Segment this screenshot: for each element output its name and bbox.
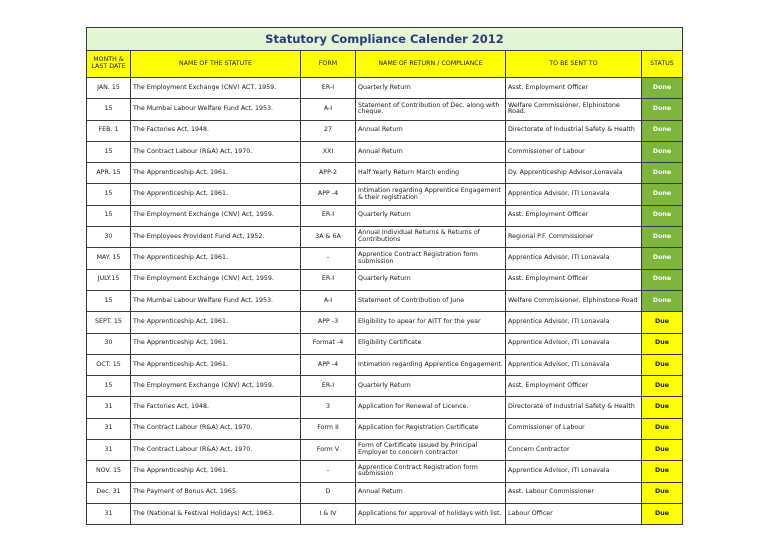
statute-cell: The Employees Provident Fund Act, 1952. [131, 227, 301, 248]
statute-cell: The Employment Exchange (CNV) Act, 1959. [131, 205, 301, 226]
statute-cell: The Apprenticeship Act, 1961. [131, 333, 301, 354]
return-cell: Application for Renewal of Licence. [356, 397, 506, 418]
form-cell: APP -3 [301, 312, 356, 333]
date-cell: 15 [87, 141, 131, 162]
status-badge: Done [642, 269, 683, 290]
sent-to-cell: Welfare Commissioner, Elphinstone Road. [506, 99, 642, 120]
table-row [87, 418, 683, 439]
status-badge: Due [642, 418, 683, 439]
statute-cell: The Mumbai Labour Welfare Fund Act, 1953. [131, 290, 301, 311]
date-cell: 15 [87, 376, 131, 397]
form-cell: - [301, 248, 356, 269]
table-row [87, 312, 683, 333]
form-cell: D [301, 482, 356, 503]
form-cell: ER-I [301, 269, 356, 290]
header-return: NAME OF RETURN / COMPLIANCE [356, 51, 506, 78]
status-badge: Due [642, 397, 683, 418]
statute-cell: The Apprenticeship Act, 1961. [131, 461, 301, 482]
sent-to-cell: Directorate of Industrial Safety & Health [506, 120, 642, 141]
return-cell: Quarterly Return [356, 78, 506, 99]
statute-cell: The Employment Exchange (CNV) ACT, 1959. [131, 78, 301, 99]
date-cell: 15 [87, 205, 131, 226]
return-cell: Applications for approval of holidays with list. [356, 503, 506, 524]
status-badge: Done [642, 290, 683, 311]
statute-cell: The Factories Act, 1948. [131, 120, 301, 141]
statute-cell: The Apprenticeship Act, 1961. [131, 184, 301, 205]
compliance-table [86, 27, 683, 525]
form-cell: - [301, 461, 356, 482]
date-cell: 31 [87, 503, 131, 524]
statute-cell: The Contract Labour (R&A) Act, 1970. [131, 440, 301, 461]
status-badge: Due [642, 440, 683, 461]
statute-cell: The Apprenticeship Act, 1961. [131, 354, 301, 375]
sent-to-cell: Apprentice Advisor, ITI Lonavala [506, 312, 642, 333]
status-badge: Done [642, 163, 683, 184]
return-cell: Quarterly Return [356, 269, 506, 290]
sent-to-cell: Concern Contractor [506, 440, 642, 461]
date-cell: JULY.15 [87, 269, 131, 290]
page-title: Statutory Compliance Calender 2012 [87, 28, 683, 51]
return-cell: Quarterly Return [356, 376, 506, 397]
header-statute: NAME OF THE STATUTE [131, 51, 301, 78]
date-cell: JAN. 15 [87, 78, 131, 99]
table-row [87, 376, 683, 397]
form-cell: Form II [301, 418, 356, 439]
sent-to-cell: Dy. Apprenticeship Advisor,Lonavala [506, 163, 642, 184]
return-cell: Apprentice Contract Registration form submission [356, 461, 506, 482]
sent-to-cell: Asst. Labour Commissioner [506, 482, 642, 503]
statute-cell: The Contract Labour (R&A) Act, 1970. [131, 141, 301, 162]
sent-to-cell: Asst. Employment Officer [506, 205, 642, 226]
return-cell: Eligibility to apear for AITT for the year [356, 312, 506, 333]
status-badge: Done [642, 99, 683, 120]
status-badge: Due [642, 376, 683, 397]
header-sent-to: TO BE SENT TO [506, 51, 642, 78]
sent-to-cell: Labour Officer [506, 503, 642, 524]
date-cell: FEB. 1 [87, 120, 131, 141]
sent-to-cell: Welfare Commissioner, Elphinstone Road [506, 290, 642, 311]
date-cell: NOV. 15 [87, 461, 131, 482]
sent-to-cell: Asst. Employment Officer [506, 376, 642, 397]
date-cell: 31 [87, 397, 131, 418]
statute-cell: The Employment Exchange (CNV) Act, 1959. [131, 376, 301, 397]
form-cell: 27 [301, 120, 356, 141]
form-cell: Form V [301, 440, 356, 461]
return-cell: Annual Return [356, 120, 506, 141]
status-badge: Done [642, 205, 683, 226]
statute-cell: The (National & Festival Holidays) Act, 1963. [131, 503, 301, 524]
date-cell: APR. 15 [87, 163, 131, 184]
form-cell: 3 [301, 397, 356, 418]
sent-to-cell: Asst. Employment Officer [506, 269, 642, 290]
date-cell: 15 [87, 184, 131, 205]
status-badge: Due [642, 333, 683, 354]
table-row [87, 78, 683, 99]
table-row [87, 120, 683, 141]
table-row [87, 184, 683, 205]
return-cell: Annual Return [356, 482, 506, 503]
table-row [87, 248, 683, 269]
date-cell: 30 [87, 227, 131, 248]
header-status: STATUS [642, 51, 683, 78]
table-row [87, 205, 683, 226]
sent-to-cell: Apprentice Advisor, ITI Lonavala [506, 461, 642, 482]
header-date: MONTH & LAST DATE [87, 51, 131, 78]
status-badge: Done [642, 248, 683, 269]
return-cell: Intimation regarding Apprentice Engagement. [356, 354, 506, 375]
sent-to-cell: Apprentice Advisor, ITI Lonavala [506, 248, 642, 269]
table-row [87, 141, 683, 162]
statute-cell: The Factories Act, 1948. [131, 397, 301, 418]
form-cell: 3A & 6A [301, 227, 356, 248]
form-cell: XXI [301, 141, 356, 162]
status-badge: Done [642, 78, 683, 99]
status-badge: Due [642, 312, 683, 333]
statute-cell: The Mumbai Labour Welfare Fund Act, 1953. [131, 99, 301, 120]
table-row [87, 503, 683, 524]
form-cell: APP-2 [301, 163, 356, 184]
table-row [87, 461, 683, 482]
header-row [87, 51, 683, 78]
status-badge: Due [642, 461, 683, 482]
table-row [87, 290, 683, 311]
date-cell: 31 [87, 440, 131, 461]
table-row [87, 440, 683, 461]
return-cell: Intimation regarding Apprentice Engagement & their registration [356, 184, 506, 205]
statute-cell: The Employment Exchange (CNV) Act, 1959. [131, 269, 301, 290]
status-badge: Due [642, 354, 683, 375]
return-cell: Annual Individual Returns & Returns of Contributions [356, 227, 506, 248]
sent-to-cell: Commissioner of Labour [506, 141, 642, 162]
form-cell: APP -4 [301, 354, 356, 375]
sent-to-cell: Regional P.F. Commissioner [506, 227, 642, 248]
form-cell: APP -4 [301, 184, 356, 205]
return-cell: Annual Return [356, 141, 506, 162]
table-body [87, 78, 683, 525]
return-cell: Eligibility Certificate [356, 333, 506, 354]
status-badge: Done [642, 227, 683, 248]
status-badge: Done [642, 141, 683, 162]
statute-cell: The Apprenticeship Act, 1961. [131, 163, 301, 184]
form-cell: A-I [301, 99, 356, 120]
form-cell: Format -4 [301, 333, 356, 354]
return-cell: Statement of Contribution of Dec. along with cheque. [356, 99, 506, 120]
sent-to-cell: Apprentice Advisor, ITI Lonavala [506, 184, 642, 205]
title-row [87, 28, 683, 51]
status-badge: Due [642, 503, 683, 524]
table-row [87, 482, 683, 503]
status-badge: Done [642, 120, 683, 141]
form-cell: A-I [301, 290, 356, 311]
table-row [87, 354, 683, 375]
return-cell: Half Yearly Return March ending [356, 163, 506, 184]
statute-cell: The Apprenticeship Act, 1961. [131, 312, 301, 333]
form-cell: I & IV [301, 503, 356, 524]
date-cell: 15 [87, 290, 131, 311]
date-cell: MAY. 15 [87, 248, 131, 269]
sent-to-cell: Asst. Employment Officer [506, 78, 642, 99]
date-cell: 30 [87, 333, 131, 354]
sent-to-cell: Apprentice Advisor, ITI Lonavala [506, 354, 642, 375]
table-row [87, 227, 683, 248]
status-badge: Due [642, 482, 683, 503]
table-row [87, 333, 683, 354]
return-cell: Apprentice Contract Registration form submission [356, 248, 506, 269]
statute-cell: The Payment of Bonus Act, 1965. [131, 482, 301, 503]
form-cell: ER-I [301, 205, 356, 226]
table-row [87, 99, 683, 120]
return-cell: Statement of Contribution of June [356, 290, 506, 311]
table-row [87, 269, 683, 290]
date-cell: SEPT. 15 [87, 312, 131, 333]
return-cell: Application for Registration Certificate [356, 418, 506, 439]
sent-to-cell: Commissioner of Labour [506, 418, 642, 439]
sent-to-cell: Directorate of Industrial Safety & Health [506, 397, 642, 418]
return-cell: Form of Certificate issued by Principal Employer to concern contractor [356, 440, 506, 461]
form-cell: ER-I [301, 78, 356, 99]
date-cell: Dec. 31 [87, 482, 131, 503]
statute-cell: The Apprenticeship Act, 1961. [131, 248, 301, 269]
table-row [87, 163, 683, 184]
date-cell: 31 [87, 418, 131, 439]
statute-cell: The Contract Labour (R&A) Act, 1970. [131, 418, 301, 439]
sent-to-cell: Apprentice Advisor, ITI Lonavala [506, 333, 642, 354]
table-row [87, 397, 683, 418]
header-form: FORM [301, 51, 356, 78]
form-cell: ER-I [301, 376, 356, 397]
status-badge: Done [642, 184, 683, 205]
date-cell: OCT. 15 [87, 354, 131, 375]
return-cell: Quarterly Return [356, 205, 506, 226]
date-cell: 15 [87, 99, 131, 120]
